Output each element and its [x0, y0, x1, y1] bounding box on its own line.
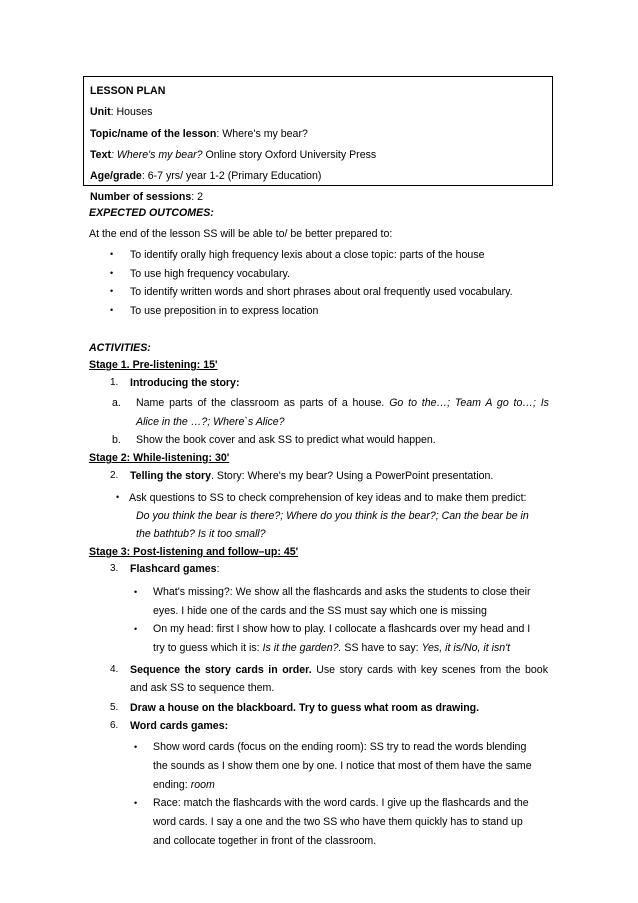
item-number: 4. [110, 664, 119, 675]
word-card-game-1-line1: Show word cards (focus on the ending room): SS try to read the words blending [153, 741, 527, 753]
flashcard-game-1-line1: What's missing?: We show all the flashcards and asks the students to close their [153, 586, 531, 598]
text-row: Text: Where's my bear? Online story Oxford University Press [90, 148, 377, 161]
telling-story: Telling the story. Story: Where's my bear? Using a PowerPoint presentation. [130, 470, 494, 482]
sub-marker: b. [112, 434, 121, 446]
stage1-title: Stage 1. Pre-listening: 15' [89, 359, 218, 371]
lesson-plan-header-box [83, 76, 553, 204]
bullet-icon: • [134, 587, 138, 597]
bullet-icon: • [134, 798, 138, 808]
bullet-icon: • [110, 268, 114, 278]
lesson-plan-title: LESSON PLAN [90, 85, 166, 97]
bullet-icon: • [110, 286, 114, 296]
unit-row: Unit: Houses [90, 106, 153, 119]
bullet-icon: • [134, 624, 138, 634]
bullet-icon: • [110, 305, 114, 315]
item-number: 1. [110, 377, 119, 388]
item-number: 2. [110, 470, 119, 481]
outcome-item: To use high frequency vocabulary. [130, 268, 290, 280]
flashcard-games: Flashcard games: [130, 563, 220, 575]
outcome-item: To identify written words and short phrases about oral frequently used vocabulary. [130, 286, 513, 298]
word-card-game-1-line2: the sounds as I show them one by one. I notice that most of them have the same [153, 760, 532, 772]
flashcard-game-2-line1: On my head: first I show how to play. I collocate a flashcards over my head and I [153, 623, 531, 635]
flashcard-game-1-line2: eyes. I hide one of the cards and the SS must say which one is missing [153, 605, 487, 617]
stage1-item-a-line2: Alice in the …?; Where`s Alice? [136, 416, 285, 428]
outcomes-heading: EXPECTED OUTCOMES: [89, 207, 214, 219]
item-number: 6. [110, 720, 119, 731]
introducing-story: Introducing the story: [130, 377, 240, 389]
stage2-bullet-line2: Do you think the bear is there?; Where do you think is the bear?; Can the bear be in [136, 510, 529, 522]
stage2-title: Stage 2: While-listening: 30' [89, 452, 230, 464]
word-cards-games: Word cards games: [130, 720, 229, 732]
item-number: 5. [110, 702, 119, 713]
word-card-game-2-line2: word cards. I say a one and the two SS who have them quickly has to stand up [153, 816, 523, 828]
stage1-item-b: Show the book cover and ask SS to predict what would happen. [136, 434, 436, 446]
stage3-title: Stage 3: Post-listening and follow–up: 45' [89, 546, 299, 558]
stage1-item-a-line1: Name parts of the classroom as parts of a house. Go to the…; Team A go to…; Is [136, 397, 549, 409]
outcome-item: To identify orally high frequency lexis about a close topic: parts of the house [130, 249, 485, 261]
flashcard-game-2-line2: try to guess which it is: Is it the garden?. SS have to say: Yes, it is/No, it isn't [153, 642, 511, 654]
sequence-cards-line1: Sequence the story cards in order. Use story cards with key scenes from the book [130, 664, 548, 676]
item-number: 3. [110, 563, 119, 574]
bullet-icon: • [116, 492, 120, 502]
word-card-game-1-line3: ending: room [153, 779, 215, 791]
activities-heading: ACTIVITIES: [89, 342, 151, 354]
draw-house: Draw a house on the blackboard. Try to guess what room as drawing. [130, 702, 480, 714]
word-card-game-2-line3: and collocate together in front of the classroom. [153, 835, 377, 847]
topic-row: Topic/name of the lesson: Where's my bear? [90, 127, 308, 140]
bullet-icon: • [134, 742, 138, 752]
stage2-bullet-line1: Ask questions to SS to check comprehension of key ideas and to make them predict: [129, 492, 527, 504]
sub-marker: a. [112, 397, 121, 409]
sequence-cards-line2: and ask SS to sequence them. [130, 682, 275, 694]
age-row: Age/grade: 6-7 yrs/ year 1-2 (Primary Education) [90, 170, 322, 183]
sessions-row: Number of sessions: 2 [90, 191, 204, 204]
bullet-icon: • [110, 249, 114, 259]
outcomes-intro: At the end of the lesson SS will be able to/ be better prepared to: [89, 228, 393, 240]
stage2-bullet-line3: the bathtub? Is it too small? [136, 528, 266, 540]
outcome-item: To use preposition in to express location [130, 305, 319, 317]
word-card-game-2-line1: Race: match the flashcards with the word cards. I give up the flashcards and the [153, 797, 529, 809]
